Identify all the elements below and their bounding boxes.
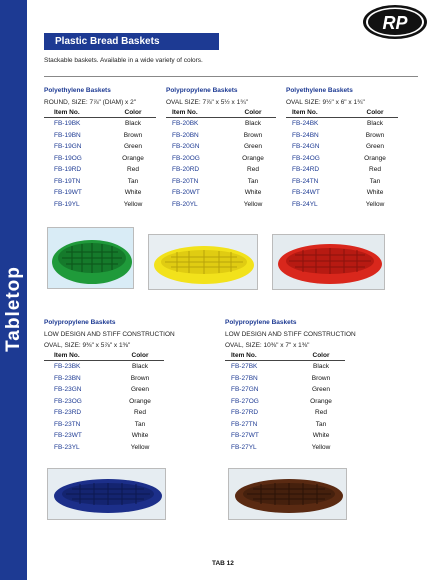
table-row (225, 442, 345, 454)
block-title: Polyethylene Baskets (286, 87, 353, 94)
item-number: FB-19BN (54, 131, 81, 139)
item-number: FB-23BK (54, 363, 81, 370)
table-row (166, 130, 276, 142)
block-title: Polypropylene Baskets (225, 319, 297, 326)
svg-text:RP: RP (382, 13, 408, 33)
item-color: Yellow (243, 200, 263, 208)
product-block-fb27 (225, 319, 356, 453)
item-number: FB-20BK (172, 120, 199, 127)
table-row (44, 164, 156, 176)
table-row (44, 373, 164, 385)
table-row (44, 407, 164, 419)
item-no-header: Item No. (166, 108, 230, 118)
item-number: FB-23RD (54, 409, 82, 416)
table-row (44, 199, 156, 211)
item-number: FB-19WT (54, 189, 82, 196)
product-block-fb20 (166, 87, 276, 210)
item-color: White (366, 189, 384, 196)
item-no-header: Item No. (44, 108, 110, 118)
table-row (44, 419, 164, 431)
item-number: FB-23TN (54, 420, 81, 428)
item-table (44, 108, 156, 210)
table-row (225, 396, 345, 408)
item-number: FB-19YL (54, 200, 80, 208)
item-number: FB-23BN (54, 374, 81, 382)
table-row (44, 141, 156, 153)
item-no-header: Item No. (286, 108, 352, 118)
item-number: FB-20BN (172, 131, 199, 139)
blue-oval-basket-photo (47, 468, 166, 520)
item-number: FB-19TN (54, 177, 81, 185)
table-row (225, 419, 345, 431)
item-number: FB-27BN (231, 374, 258, 382)
divider (44, 76, 418, 77)
table-row (225, 384, 345, 396)
item-number: FB-27TN (231, 420, 258, 428)
item-color: Black (245, 120, 261, 127)
item-number: FB-19GN (54, 143, 82, 150)
product-block-fb23 (44, 319, 175, 453)
item-number: FB-27GN (231, 386, 259, 393)
item-number: FB-20YL (172, 200, 198, 208)
item-number: FB-19RD (54, 166, 82, 173)
item-number: FB-24BN (292, 131, 319, 139)
table-row (44, 361, 164, 373)
item-color: Black (132, 363, 148, 370)
table-row (44, 153, 156, 165)
item-color: White (131, 432, 149, 439)
table-row (225, 407, 345, 419)
brown-oval-basket-photo (228, 468, 347, 520)
item-number: FB-24RD (292, 166, 320, 173)
item-color: White (312, 432, 330, 439)
section-title: Plastic Bread Baskets (44, 33, 219, 50)
table-row (44, 396, 164, 408)
block-description: LOW DESIGN AND STIFF CONSTRUCTION (225, 331, 356, 338)
item-table (166, 108, 276, 210)
block-title: Polyethylene Baskets (44, 87, 111, 94)
item-color: Yellow (365, 200, 385, 208)
item-number: FB-20TN (172, 177, 199, 185)
table-row (44, 176, 156, 188)
item-color: Red (127, 166, 139, 173)
item-color: Black (367, 120, 383, 127)
item-number: FB-23WT (54, 432, 82, 439)
item-no-header: Item No. (225, 351, 297, 361)
item-number: FB-27OG (231, 397, 259, 405)
table-row (166, 187, 276, 199)
item-color: Green (365, 143, 385, 150)
table-row (225, 430, 345, 442)
table-row (286, 118, 398, 130)
item-color: Yellow (130, 443, 150, 451)
item-color: Red (315, 409, 327, 416)
color-header: Color (297, 351, 345, 361)
table-row (286, 164, 398, 176)
item-number: FB-23GN (54, 386, 82, 393)
item-table (225, 351, 345, 453)
side-tab-label: Tabletop (3, 266, 24, 352)
item-color: Green (311, 386, 331, 393)
item-color: Green (243, 143, 263, 150)
item-color: Orange (242, 154, 264, 162)
table-row (286, 130, 398, 142)
table-row (286, 187, 398, 199)
item-color: Yellow (311, 443, 331, 451)
block-title: Polypropylene Baskets (44, 319, 116, 326)
item-color: Tan (127, 177, 139, 185)
table-row (44, 187, 156, 199)
block-size: OVAL, SIZE: 9⅜" x 5⅞" x 1⅜" (44, 342, 131, 349)
item-number: FB-19OG (54, 154, 82, 162)
item-no-header: Item No. (44, 351, 116, 361)
table-row (225, 373, 345, 385)
block-title: Polypropylene Baskets (166, 87, 238, 94)
table-row (44, 118, 156, 130)
block-size: OVAL SIZE: 9½" x 6" x 1¾" (286, 99, 365, 106)
color-header: Color (230, 108, 276, 118)
item-number: FB-24OG (292, 154, 320, 162)
table-row (166, 141, 276, 153)
table-row (44, 130, 156, 142)
table-row (166, 164, 276, 176)
item-color: White (124, 189, 142, 196)
item-color: Orange (129, 397, 151, 405)
item-number: FB-23OG (54, 397, 82, 405)
item-color: Red (134, 409, 146, 416)
item-number: FB-24WT (292, 189, 320, 196)
block-description: LOW DESIGN AND STIFF CONSTRUCTION (44, 331, 175, 338)
item-number: FB-19BK (54, 120, 81, 127)
item-color: Brown (123, 131, 143, 139)
block-size: ROUND, SIZE: 7⅞" (DIAM) x 2" (44, 99, 137, 106)
item-number: FB-24TN (292, 177, 319, 185)
item-color: Tan (247, 177, 259, 185)
color-header: Color (110, 108, 156, 118)
item-color: Tan (315, 420, 327, 428)
item-color: Red (369, 166, 381, 173)
red-oval-basket-photo (272, 234, 385, 290)
rp-logo (362, 4, 428, 40)
item-color: Orange (364, 154, 386, 162)
item-number: FB-20RD (172, 166, 200, 173)
item-color: Green (123, 143, 143, 150)
item-color: Black (125, 120, 141, 127)
item-number: FB-27YL (231, 443, 257, 451)
product-block-fb19 (44, 87, 156, 210)
item-color: Green (130, 386, 150, 393)
item-color: Brown (130, 374, 150, 382)
item-color: Red (247, 166, 259, 173)
item-color: Brown (243, 131, 263, 139)
item-number: FB-20WT (172, 189, 200, 196)
table-row (286, 176, 398, 188)
color-header: Color (352, 108, 398, 118)
table-row (286, 199, 398, 211)
item-color: Orange (122, 154, 144, 162)
table-row (166, 118, 276, 130)
block-size: OVAL, SIZE: 10⅜" x 7" x 1⅜" (225, 342, 310, 349)
table-row (286, 141, 398, 153)
product-block-fb24 (286, 87, 398, 210)
item-table (286, 108, 398, 210)
yellow-oval-basket-photo (148, 234, 258, 290)
item-color: Tan (369, 177, 381, 185)
table-row (166, 199, 276, 211)
table-row (225, 361, 345, 373)
table-row (44, 430, 164, 442)
table-row (44, 442, 164, 454)
table-row (166, 176, 276, 188)
item-number: FB-27BK (231, 363, 258, 370)
table-row (44, 384, 164, 396)
item-color: White (244, 189, 262, 196)
table-row (286, 153, 398, 165)
item-number: FB-24GN (292, 143, 320, 150)
item-color: Brown (311, 374, 331, 382)
item-number: FB-24YL (292, 200, 318, 208)
item-number: FB-20OG (172, 154, 200, 162)
table-row (166, 153, 276, 165)
item-number: FB-20GN (172, 143, 200, 150)
green-round-basket-photo (47, 227, 134, 289)
item-table (44, 351, 164, 453)
item-number: FB-23YL (54, 443, 80, 451)
item-color: Yellow (123, 200, 143, 208)
item-color: Tan (134, 420, 146, 428)
item-number: FB-27WT (231, 432, 259, 439)
item-color: Brown (365, 131, 385, 139)
intro-text: Stackable baskets. Available in a wide variety of colors. (44, 57, 203, 64)
item-number: FB-24BK (292, 120, 319, 127)
item-number: FB-27RD (231, 409, 259, 416)
block-size: OVAL SIZE: 7⅞" x 5½ x 1¾" (166, 99, 248, 106)
item-color: Black (313, 363, 329, 370)
page-number: TAB 12 (212, 560, 234, 567)
item-color: Orange (310, 397, 332, 405)
side-tab-bar (0, 0, 27, 580)
color-header: Color (116, 351, 164, 361)
